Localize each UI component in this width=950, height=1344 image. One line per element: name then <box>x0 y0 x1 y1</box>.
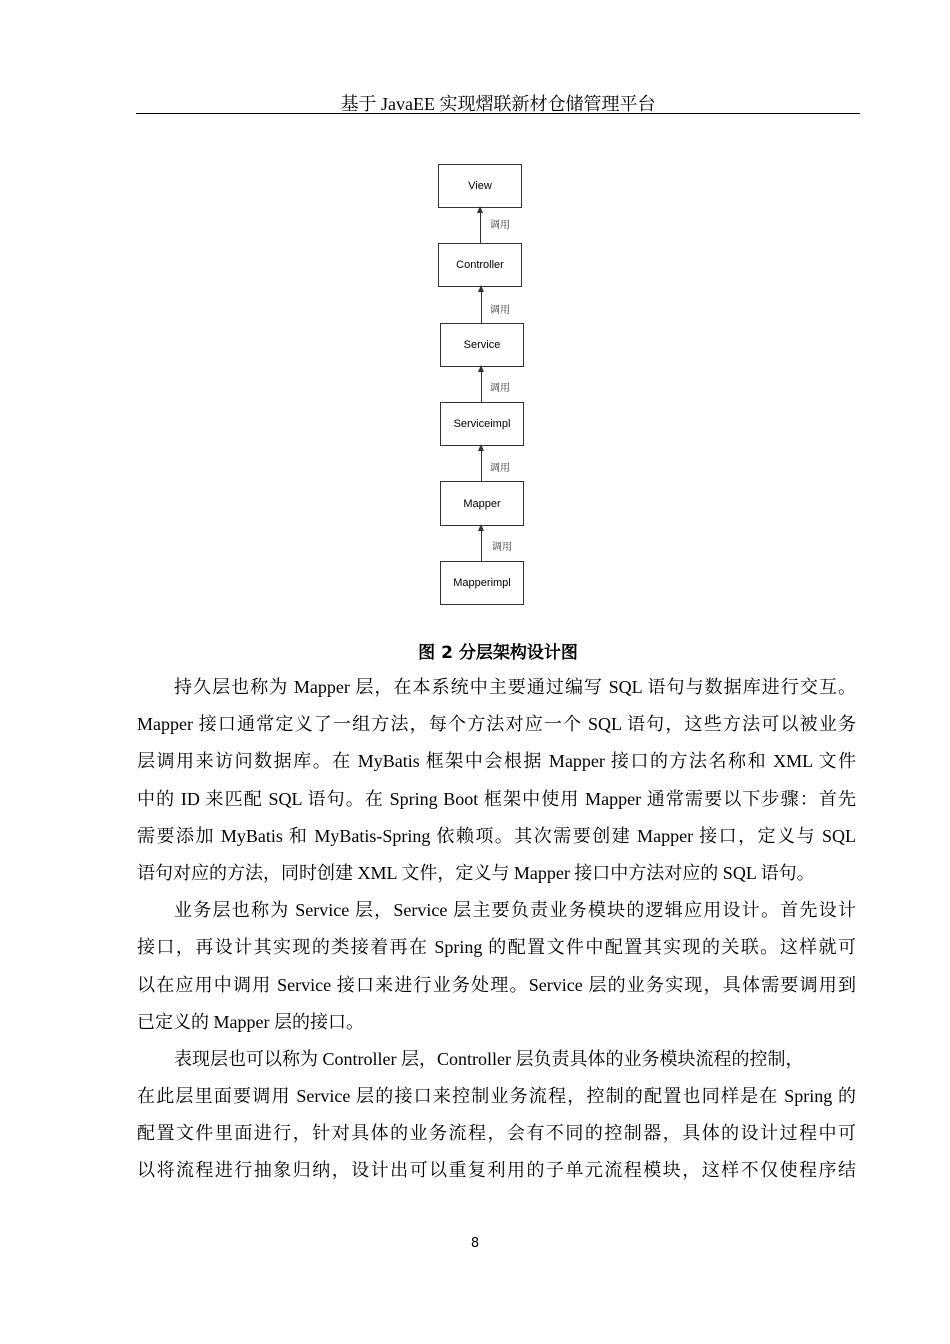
paragraph-line: 层调用来访问数据库。在 MyBatis 框架中会根据 Mapper 接口的方法名称和 XML 文件 <box>137 751 856 772</box>
layer-box-view: View <box>438 164 522 208</box>
arrow-up-icon <box>480 207 481 243</box>
arrow-label: 调用 <box>490 305 510 316</box>
arrow-label: 调用 <box>492 542 512 553</box>
layer-box-mapper: Mapper <box>440 481 524 526</box>
figure-caption: 图 2 分层架构设计图 <box>418 643 578 663</box>
layer-box-mapperimpl: Mapperimpl <box>440 561 524 605</box>
paragraph-line: 业务层也称为 Service 层，Service 层主要负责业务模块的逻辑应用设计。首先设计 <box>174 900 856 921</box>
layer-box-controller: Controller <box>438 243 522 287</box>
arrow-label: 调用 <box>490 383 510 394</box>
paragraph-line: 持久层也称为 Mapper 层，在本系统中主要通过编写 SQL 语句与数据库进行交互。 <box>174 677 856 697</box>
arrow-up-icon <box>481 445 482 481</box>
paragraph-line: 已定义的 Mapper 层的接口。 <box>137 1011 364 1032</box>
paragraph-line: 以在应用中调用 Service 接口来进行业务处理。Service 层的业务实现，具体需要调用到 <box>137 974 856 995</box>
arrow-up-icon <box>481 525 482 561</box>
paragraph-line: 在此层里面要调用 Service 层的接口来控制业务流程，控制的配置也同样是在 Spring 的 <box>137 1086 856 1107</box>
paragraph-line: 需要添加 MyBatis 和 MyBatis-Spring 依赖项。其次需要创建 Mapper 接口，定义与 SQL <box>137 825 856 846</box>
arrow-label: 调用 <box>490 220 510 231</box>
paragraph-line: 接口，再设计其实现的类接着再在 Spring 的配置文件中配置其实现的关联。这样就可 <box>137 937 856 958</box>
layer-box-serviceimpl: Serviceimpl <box>440 402 524 446</box>
body-text <box>137 672 856 1193</box>
arrow-up-icon <box>481 286 482 323</box>
paragraph-line: 表现层也可以称为 Controller 层，Controller 层负责具体的业务模块流程的控制， <box>174 1048 804 1069</box>
arrow-up-icon <box>481 366 482 402</box>
paragraph-line: Mapper 接口通常定义了一组方法，每个方法对应一个 SQL 语句，这些方法可以被业务 <box>137 714 856 735</box>
layer-box-service: Service <box>440 323 524 367</box>
paragraph-line: 中的 ID 来匹配 SQL 语句。在 Spring Boot 框架中使用 Mapper 通常需要以下步骤：首先 <box>137 788 856 809</box>
page-number: 8 <box>470 1236 480 1251</box>
paragraph-line: 语句对应的方法，同时创建 XML 文件，定义与 Mapper 接口中方法对应的 SQL 语句。 <box>137 862 815 883</box>
running-header: 基于 JavaEE 实现熠联新材仓储管理平台 <box>340 94 656 114</box>
arrow-label: 调用 <box>490 463 510 474</box>
paragraph-line: 以将流程进行抽象归纳，设计出可以重复利用的子单元流程模块，这样不仅使程序结 <box>137 1160 856 1181</box>
header-rule <box>136 113 860 114</box>
paragraph-line: 配置文件里面进行，针对具体的业务流程，会有不同的控制器，具体的设计过程中可 <box>137 1123 856 1144</box>
